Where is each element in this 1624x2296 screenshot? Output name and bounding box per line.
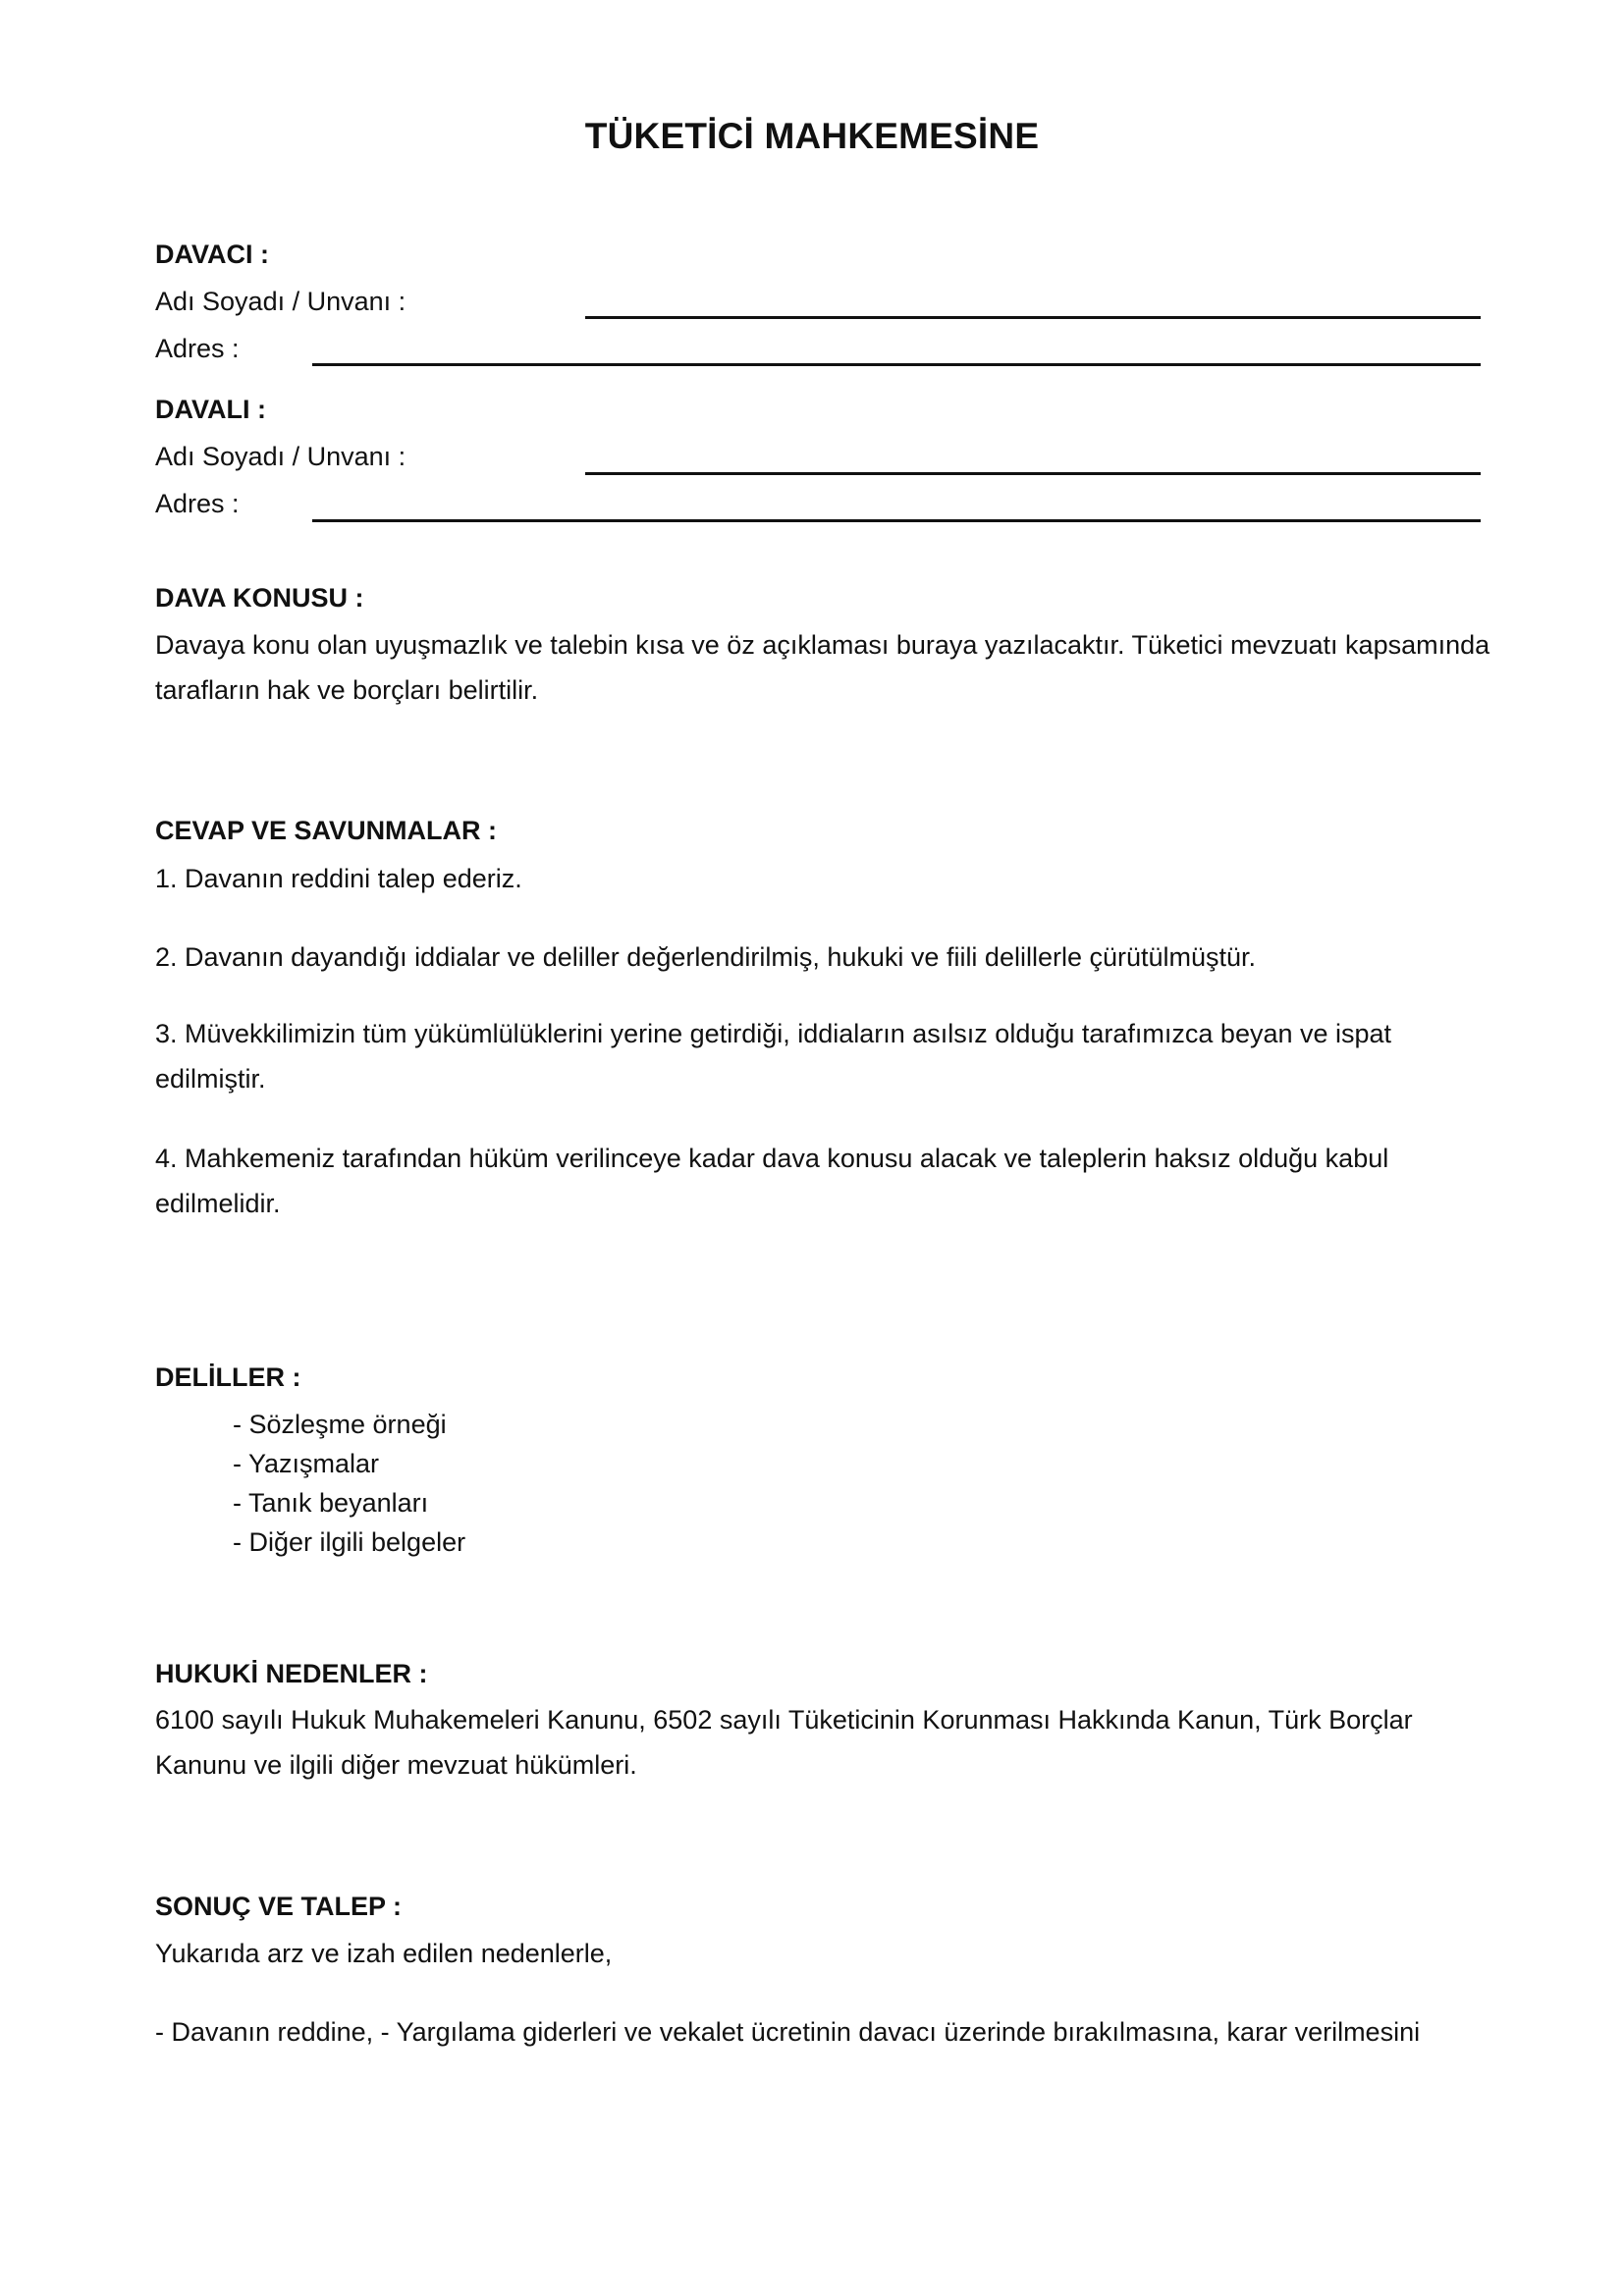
evidence-heading: DELİLLER :	[155, 1362, 301, 1392]
plaintiff-name-line	[585, 316, 1481, 319]
defendant-name-line	[585, 472, 1481, 475]
plaintiff-address-label: Adres :	[155, 334, 240, 363]
subject-heading: DAVA KONUSU :	[155, 583, 364, 613]
conclusion-heading: SONUÇ VE TALEP :	[155, 1892, 403, 1921]
evidence-item-1: - Sözleşme örneği	[233, 1410, 447, 1439]
defendant-address-label: Adres :	[155, 489, 240, 518]
legal-grounds-text: 6100 sayılı Hukuk Muhakemeleri Kanunu, 6502 sayılı Tüketicinin Korunması Hakkında Kanun, Türk Borçlar Kanunu ve ilgili diğer mevzuat hükümleri.	[155, 1705, 1413, 1780]
conclusion-intro: Yukarıda arz ve izah edilen nedenlerle,	[155, 1939, 613, 1968]
subject-text: Davaya konu olan uyuşmazlık ve talebin kısa ve öz açıklaması buraya yazılacaktır. Tüketici mevzuatı kapsamında tarafların hak ve borçları belirtilir.	[155, 630, 1490, 705]
response-item-1: 1. Davanın reddini talep ederiz.	[155, 864, 522, 893]
response-item-3: 3. Müvekkilimizin tüm yükümlülüklerini yerine getirdiği, iddiaların asılsız olduğu tarafımızca beyan ve ispat edilmiştir.	[155, 1019, 1392, 1094]
defendant-address-line	[312, 519, 1481, 522]
evidence-item-2: - Yazışmalar	[233, 1449, 380, 1478]
defendant-name-label: Adı Soyadı / Unvanı :	[155, 442, 406, 471]
plaintiff-address-line	[312, 363, 1481, 366]
evidence-item-4: - Diğer ilgili belgeler	[233, 1527, 466, 1557]
defendant-heading: DAVALI :	[155, 395, 266, 424]
conclusion-request: - Davanın reddine, - Yargılama giderleri ve vekalet ücretinin davacı üzerinde bırakılmasına, karar verilmesini	[155, 2017, 1421, 2047]
response-item-2: 2. Davanın dayandığı iddialar ve deliller değerlendirilmiş, hukuki ve fiili delillerle çürütülmüştür.	[155, 942, 1257, 972]
response-item-4: 4. Mahkemeniz tarafından hüküm verilinceye kadar dava konusu alacak ve taleplerin haksız olduğu kabul edilmelidir.	[155, 1144, 1389, 1218]
plaintiff-heading: DAVACI :	[155, 240, 269, 269]
document-title: TÜKETİCİ MAHKEMESİNE	[584, 116, 1040, 156]
legal-grounds-heading: HUKUKİ NEDENLER :	[155, 1659, 428, 1688]
plaintiff-name-label: Adı Soyadı / Unvanı :	[155, 287, 406, 316]
evidence-item-3: - Tanık beyanları	[233, 1488, 429, 1518]
response-heading: CEVAP VE SAVUNMALAR :	[155, 816, 498, 845]
evidence-list	[233, 1405, 465, 1562]
